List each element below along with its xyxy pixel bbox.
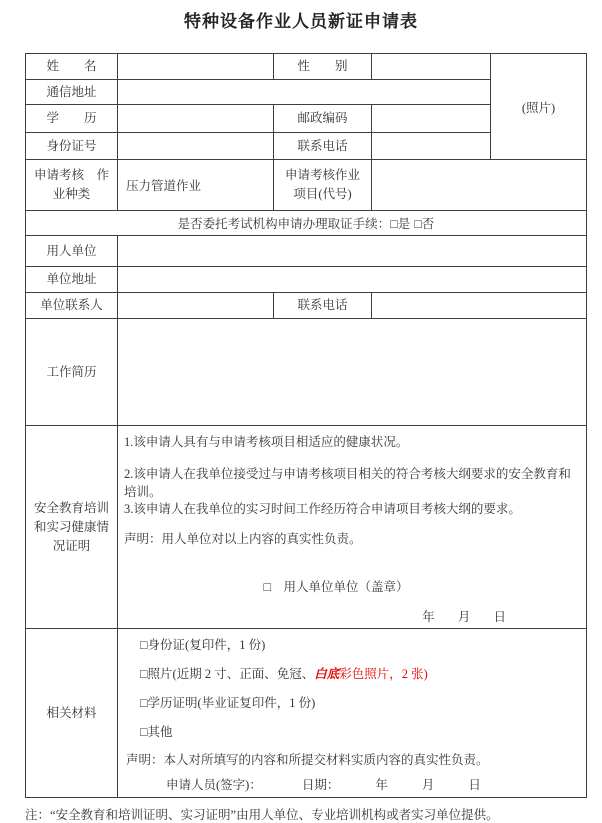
postcode-input-cell[interactable] [372,105,491,133]
unit-address-input-cell[interactable] [118,267,587,293]
phone-input-cell[interactable] [372,133,491,160]
safety-section-label-line1: 安全教育培训 [33,501,109,515]
safety-section-label [26,426,118,629]
safety-date-day: 日 [493,609,506,624]
delegate-question-row [26,211,587,236]
postcode-label: 邮政编码 [274,105,372,133]
unit-address-label: 单位地址 [26,267,118,293]
page-title: 特种设备作业人员新证申请表 [184,12,418,31]
id-number-label: 身份证号 [26,133,118,160]
signature-label: 申请人员(签字)： [166,778,262,792]
safety-section-label-line3: 况证明 [52,538,91,553]
materials-declaration: 声明：本人对所填写的内容和所提交材料实质内容的真实性负责。 [126,753,489,768]
contact-phone-input-cell[interactable] [372,293,587,319]
name-input-cell[interactable] [118,54,274,80]
safety-section-label-line2: 和实习健康情 [33,519,109,534]
work-history-label: 工作简历 [26,319,118,426]
id-number-input-cell[interactable] [118,133,274,160]
material-photo-white-bg-highlight: 白底 [314,667,340,681]
gender-label: 性 别 [274,54,372,80]
safety-item-1: 1.该申请人具有与申请考核项目相适应的健康状况。 [124,435,409,449]
material-other-checkbox[interactable]: □其他 [140,724,173,739]
address-input-cell[interactable] [118,80,491,105]
name-label: 姓 名 [26,54,118,80]
material-photo-checkbox[interactable] [140,666,580,684]
project-code-label-line2: 项目(代号) [293,187,352,201]
material-education-checkbox[interactable]: □学历证明(毕业证复印件，1 份) [140,695,316,710]
project-code-input-cell[interactable] [372,160,587,211]
work-category-value-cell: 压力管道作业 [118,160,274,211]
date-label: 日期： [301,778,340,792]
work-category-label-line1: 申请考核 作 [33,168,109,183]
materials-section-label: 相关材料 [26,629,118,798]
delegate-no-checkbox[interactable]: □否 [414,217,435,231]
project-code-label [274,160,372,211]
photo-placeholder-cell[interactable]: (照片) [491,54,587,160]
employer-unit-label: 用人单位 [26,236,118,267]
work-category-label [26,160,118,211]
safety-date-line [124,609,578,627]
safety-declaration: 声明：用人单位对以上内容的真实性负责。 [124,532,362,546]
employer-stamp-checkbox-line[interactable]: □ 用人单位单位（盖章） [263,579,409,594]
material-id-card-checkbox[interactable]: □身份证(复印件，1 份) [140,638,266,653]
safety-section-content [118,426,587,629]
sign-date-day: 日 [468,778,481,792]
work-history-input-cell[interactable] [118,319,587,426]
footnote: 注：“安全教育和培训证明、实习证明”由用人单位、专业培训机构或者实习单位提供。 [25,807,499,822]
application-form-table [25,53,587,798]
gender-input-cell[interactable] [372,54,491,80]
unit-contact-label: 单位联系人 [26,293,118,319]
safety-date-year: 年 [422,609,435,624]
delegate-question-text: 是否委托考试机构申请办理取证手续： [177,217,391,231]
work-category-label-line2: 业种类 [52,187,91,201]
phone-label: 联系电话 [274,133,372,160]
materials-section-content [118,629,587,798]
employer-unit-input-cell[interactable] [118,236,587,267]
safety-item-3: 3.该申请人在我单位的实习时间工作经历符合申请项目考核大纲的要求。 [124,502,521,517]
sign-date-year: 年 [375,778,388,792]
applicant-signature-line [166,777,580,795]
education-input-cell[interactable] [118,105,274,133]
contact-phone-label: 联系电话 [274,293,372,319]
safety-item-2: 2.该申请人在我单位接受过与申请考核项目相关的符合考核大纲要求的安全教育和培训。 [124,466,571,499]
address-label: 通信地址 [26,80,118,105]
sign-date-month: 月 [421,778,435,792]
material-photo-red-text: 彩色照片，2 张) [339,667,428,681]
material-photo-text: □照片(近期 2 寸、正面、免冠、 [140,667,315,681]
safety-date-month: 月 [457,609,471,624]
project-code-label-line1: 申请考核作业 [284,168,360,183]
education-label: 学 历 [26,105,118,133]
unit-contact-input-cell[interactable] [118,293,274,319]
delegate-yes-checkbox[interactable]: □是 [390,217,411,231]
